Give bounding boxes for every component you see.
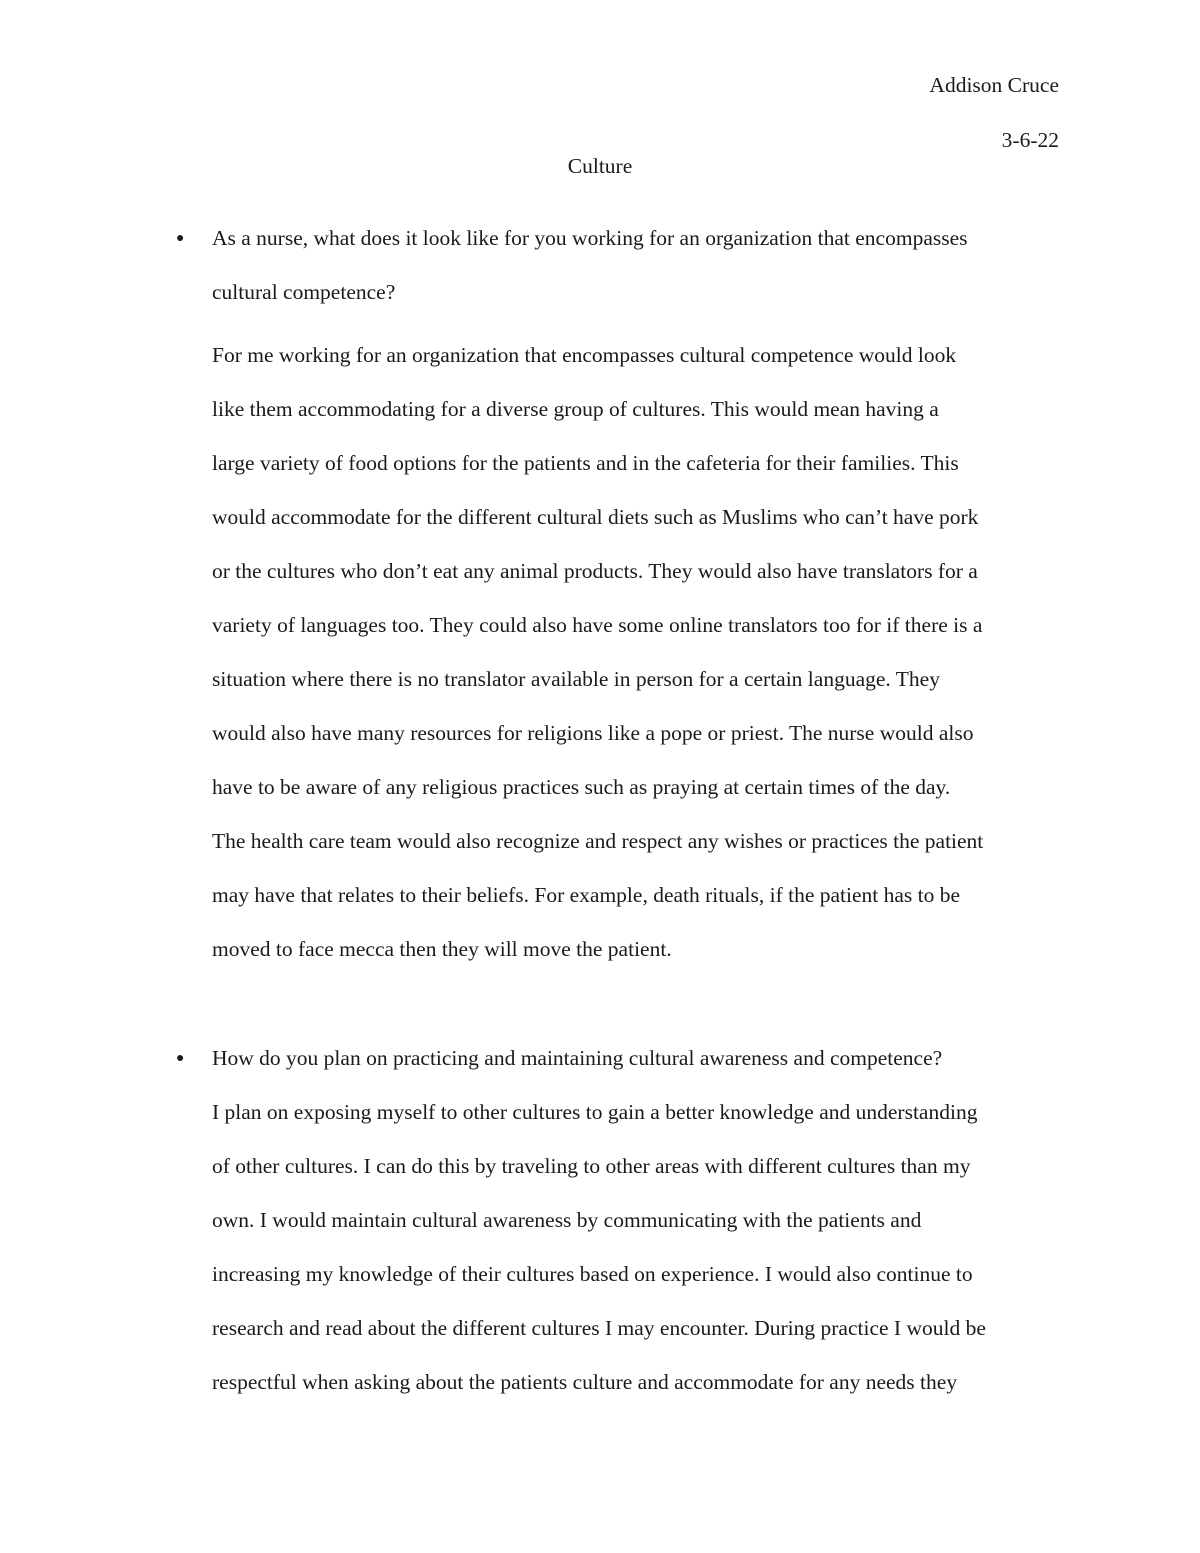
document-date: 3-6-22 (1001, 128, 1059, 152)
bullet-icon: ● (176, 1051, 185, 1066)
answer-1-line-4: would accommodate for the different cultural diets such as Muslims who can’t have pork (212, 505, 979, 529)
question-1-line-2: cultural competence? (212, 280, 396, 304)
answer-2-line-3: own. I would maintain cultural awareness by communicating with the patients and (212, 1208, 922, 1232)
answer-1-line-8: would also have many resources for religions like a pope or priest. The nurse would also (212, 721, 974, 745)
answer-1-line-5: or the cultures who don’t eat any animal products. They would also have translators for a (212, 559, 978, 583)
answer-1-line-12: moved to face mecca then they will move the patient. (212, 937, 672, 961)
answer-1-line-3: large variety of food options for the patients and in the cafeteria for their families. This (212, 451, 959, 475)
answer-1-line-1: For me working for an organization that encompasses cultural competence would look (212, 343, 957, 367)
answer-1-line-10: The health care team would also recognize and respect any wishes or practices the patient (212, 829, 984, 853)
answer-1-line-9: have to be aware of any religious practices such as praying at certain times of the day. (212, 775, 951, 799)
answer-1-line-11: may have that relates to their beliefs. For example, death rituals, if the patient has to be (212, 883, 961, 907)
document-title: Culture (567, 154, 633, 178)
author-name: Addison Cruce (929, 73, 1059, 97)
answer-1-line-2: like them accommodating for a diverse group of cultures. This would mean having a (212, 397, 939, 421)
answer-1-line-7: situation where there is no translator available in person for a certain language. They (212, 667, 940, 691)
answer-2-line-1: I plan on exposing myself to other cultures to gain a better knowledge and understanding (212, 1100, 978, 1124)
answer-1-line-6: variety of languages too. They could also have some online translators too for if there is a (212, 613, 983, 637)
bullet-icon: ● (176, 231, 185, 246)
answer-2-line-2: of other cultures. I can do this by traveling to other areas with different cultures than my (212, 1154, 971, 1178)
answer-2-line-5: research and read about the different cultures I may encounter. During practice I would be (212, 1316, 986, 1340)
question-1-line-1: As a nurse, what does it look like for you working for an organization that encompasses (212, 226, 968, 250)
answer-2-line-4: increasing my knowledge of their cultures based on experience. I would also continue to (212, 1262, 973, 1286)
question-2-line-1: How do you plan on practicing and maintaining cultural awareness and competence? (212, 1046, 943, 1070)
answer-2-line-6: respectful when asking about the patients culture and accommodate for any needs they (212, 1370, 958, 1394)
